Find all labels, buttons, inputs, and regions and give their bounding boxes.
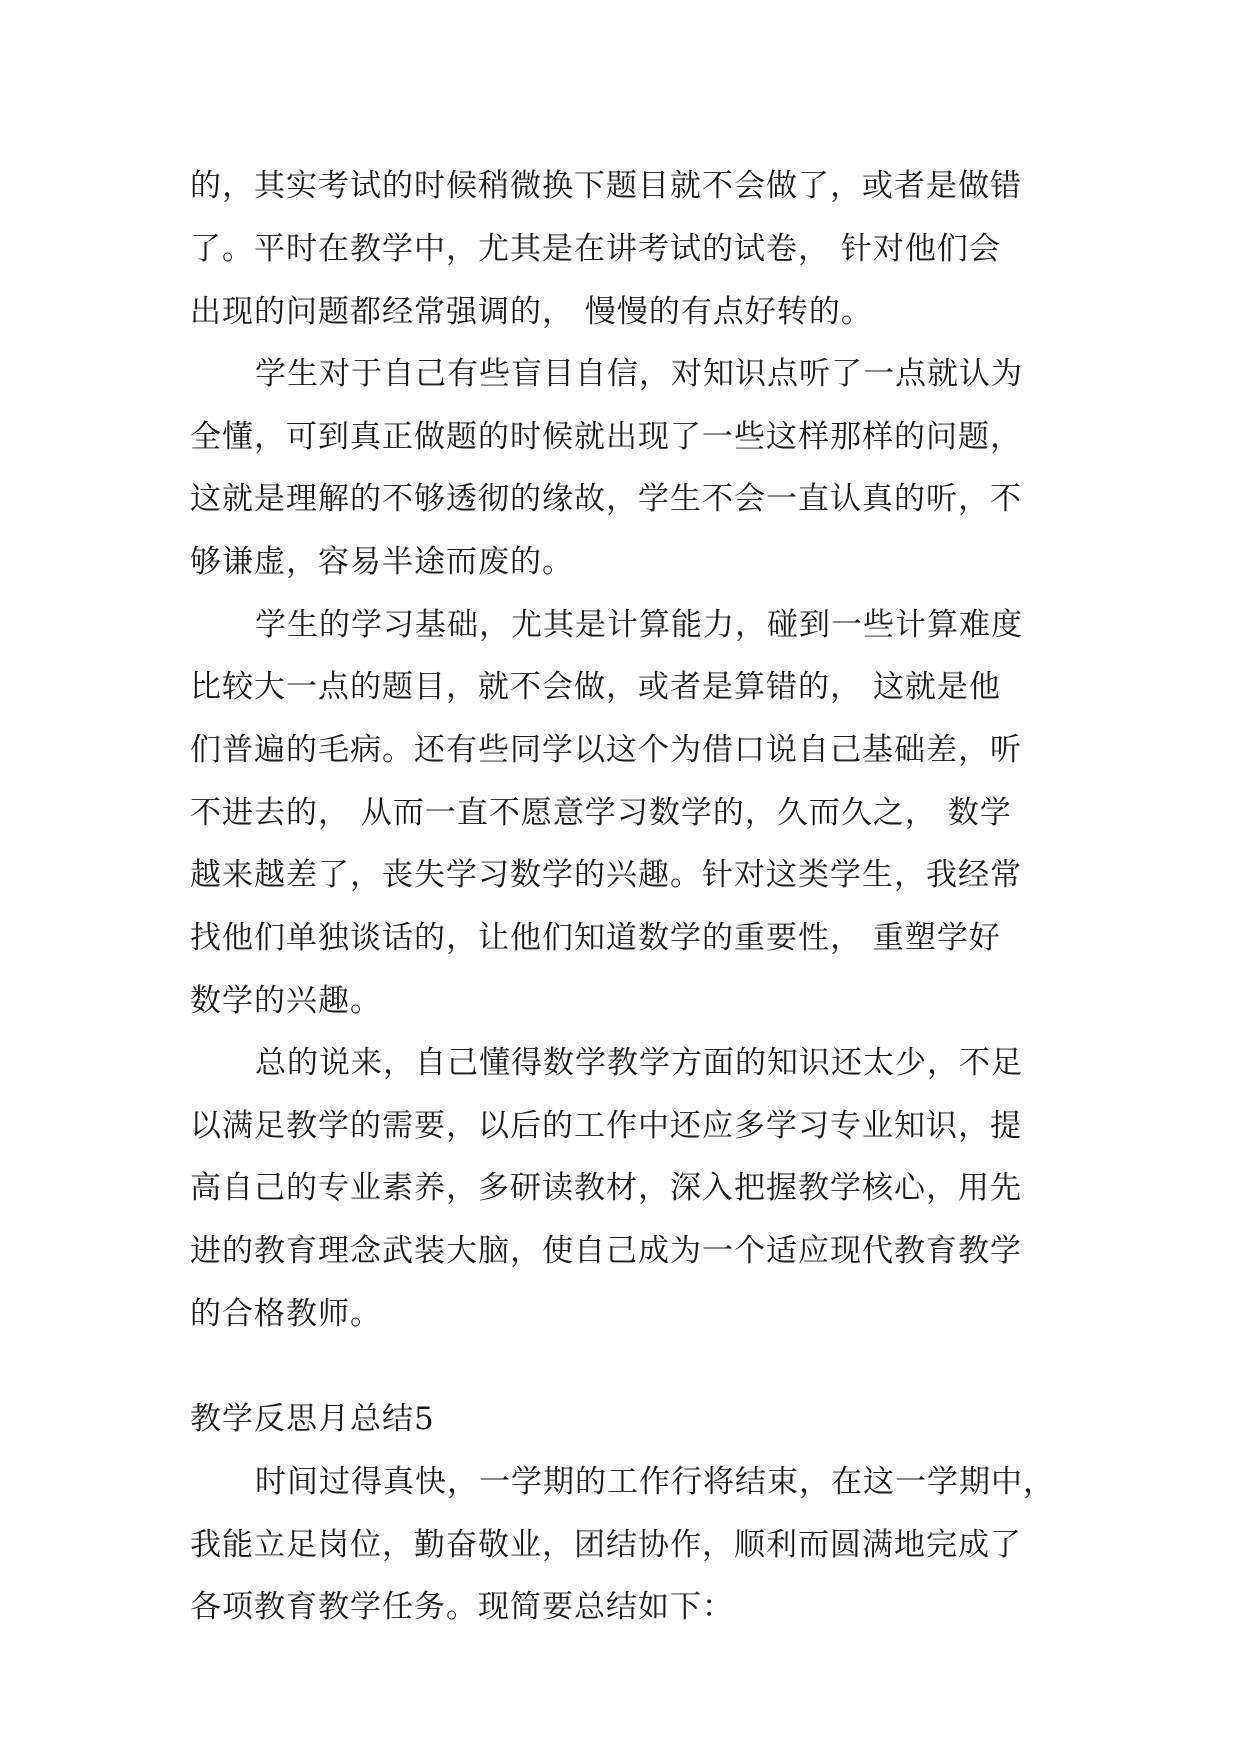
text-line: 这就是理解的不够透彻的缘故，学生不会一直认真的听，不 — [190, 481, 1022, 517]
text-line: 以满足教学的需要，以后的工作中还应多学习专业知识，提 — [190, 1108, 1022, 1144]
text-line: 比较大一点的题目，就不会做，或者是算错的， 这就是他 — [190, 669, 1001, 705]
text-line: 我能立足岗位，勤奋敬业，团结协作，顺利而圆满地完成了 — [190, 1527, 1022, 1563]
text-line: 学生对于自己有些盲目自信，对知识点听了一点就认为 — [255, 356, 1023, 392]
text-line: 的，其实考试的时候稍微换下题目就不会做了，或者是做错 — [190, 168, 1022, 204]
text-line: 学生的学习基础，尤其是计算能力，碰到一些计算难度 — [255, 607, 1023, 643]
section-heading: 教学反思月总结5 — [190, 1401, 435, 1437]
text-line: 高自己的专业素养，多研读教材，深入把握教学核心，用先 — [190, 1170, 1022, 1206]
text-line: 进的教育理念武装大脑，使自己成为一个适应现代教育教学 — [190, 1233, 1022, 1269]
text-line: 越来越差了，丧失学习数学的兴趣。针对这类学生，我经常 — [190, 857, 1022, 893]
text-line: 的合格教师。 — [190, 1296, 382, 1332]
text-line: 时间过得真快，一学期的工作行将结束，在这一学期中， — [255, 1464, 1055, 1500]
text-line: 出现的问题都经常强调的， 慢慢的有点好转的。 — [190, 294, 873, 330]
text-line: 总的说来，自己懂得数学教学方面的知识还太少，不足 — [255, 1045, 1023, 1081]
text-line: 够谦虚，容易半途而废的。 — [190, 544, 574, 580]
text-line: 们普遍的毛病。还有些同学以这个为借口说自己基础差，听 — [190, 732, 1022, 768]
text-line: 各项教育教学任务。现简要总结如下： — [190, 1589, 734, 1625]
text-line: 找他们单独谈话的，让他们知道数学的重要性， 重塑学好 — [190, 920, 1001, 956]
text-line: 了。平时在教学中，尤其是在讲考试的试卷， 针对他们会 — [190, 231, 1001, 267]
text-line: 全懂，可到真正做题的时候就出现了一些这样那样的问题， — [190, 419, 1022, 455]
text-line: 数学的兴趣。 — [190, 983, 382, 1019]
text-line: 不进去的， 从而一直不愿意学习数学的，久而久之， 数学 — [190, 795, 1012, 831]
